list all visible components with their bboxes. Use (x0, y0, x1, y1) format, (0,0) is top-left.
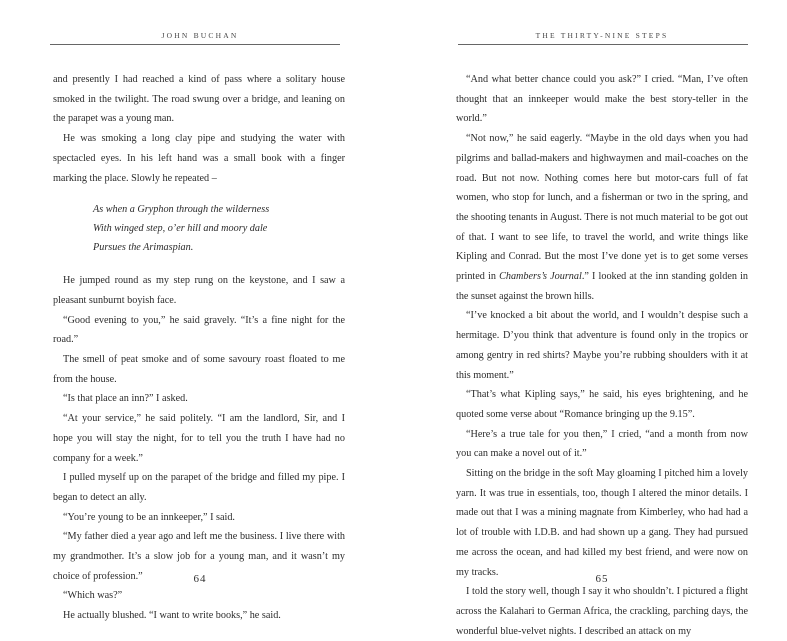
verse-quotation (93, 200, 345, 257)
paragraph: and presently I had reached a kind of pass where a solitary house smoked in the twilight. The road swung over a bridge, and leaning on the parapet was a young man. (53, 74, 345, 125)
paragraph: “My father died a year ago and left me the business. I live there with my grandmother. It’s a slow job for a young man, and it wasn’t my choice of profession.” (53, 531, 345, 582)
journal-title: Chambers’s Journal (499, 271, 582, 283)
paragraph (456, 129, 748, 306)
paragraph: Sitting on the bridge in the soft May gloaming I pitched him a lovely yarn. It was true in essentials, too, though I altered the minor details. I made out that I was a mining magnate from Kimberley, who had had a lot of trouble with I.D.B. and had shown up a gang. They had pursued me across the ocean, and had killed my best friend, and were now on my tracks. (456, 468, 748, 578)
running-head-title: THE THIRTY-NINE STEPS (535, 31, 669, 40)
header-rule (458, 44, 748, 45)
verse-line: Pursues the Arimaspian. (93, 242, 194, 254)
paragraph-text: .” I looked at the inn standing golden in the sunset against the brown hills. (456, 271, 749, 302)
paragraph: “I’ve knocked a bit about the world, and I wouldn’t despise such a hermitage. D’you think that adventure is found only in the tropics or among gentry in red shirts? Maybe you’re rubbing shoulders with it at this moment.” (456, 310, 748, 381)
paragraph: “At your service,” he said politely. “I am the landlord, Sir, and I hope you will stay the night, for to tell you the truth I have had no company for a week.” (53, 413, 345, 464)
paragraph: “Is that place an inn?” I asked. (63, 393, 188, 405)
paragraph: “Here’s a true tale for you then,” I cried, “and a month from now you can make a novel out of it.” (456, 428, 748, 460)
paragraph-text: “Not now,” he said eagerly. “Maybe in the old days when you had pilgrims and ballad-makers and highwaymen and mail-coaches on the road. But not now. Nothing comes here but motor-cars full of fat women, who stop for lunch, and a fisherman or two in the spring, and the shooting tenants in August. There is not much material to be got out of that. I want to see life, to travel the world, and write things like Kipling and Conrad. But the most I’ve done yet is to get some verses printed in (456, 133, 748, 283)
paragraph: “You’re young to be an innkeeper,” I said. (63, 511, 235, 523)
paragraph: I pulled myself up on the parapet of the bridge and filled my pipe. I began to detect an ally. (53, 472, 345, 503)
paragraph: “Which was?” (63, 590, 123, 602)
body-text (53, 70, 345, 626)
paragraph: He jumped round as my step rung on the keystone, and I saw a pleasant sunburnt boyish face. (53, 275, 345, 306)
verse-line: With winged step, o’er hill and moory dale (93, 223, 268, 235)
paragraph: “Good evening to you,” he said gravely. “It’s a fine night for the road.” (53, 314, 345, 346)
running-head-author: JOHN BUCHAN (161, 31, 239, 40)
paragraph: He actually blushed. “I want to write books,” he said. (63, 610, 281, 622)
page-number: 64 (193, 573, 207, 585)
paragraph: “And what better chance could you ask?” I cried. “Man, I’ve often thought that an innkeeper would make the best story-teller in the world.” (456, 74, 748, 125)
verse-line: As when a Gryphon through the wilderness (93, 204, 270, 216)
right-page (452, 0, 752, 637)
paragraph: He was smoking a long clay pipe and studying the water with spectacled eyes. In his left hand was a small book with a finger marking the place. Slowly he repeated – (53, 133, 345, 184)
header-rule (50, 44, 340, 45)
paragraph: I told the story well, though I say it who shouldn’t. I pictured a flight across the Kalahari to German Africa, the crackling, parching days, the wonderful blue-velvet nights. I described an attack on my (456, 586, 748, 637)
paragraph: “That’s what Kipling says,” he said, his eyes brightening, and he quoted some verse about “Romance bringing up the 9.15”. (456, 389, 748, 420)
left-page (50, 0, 350, 622)
body-text (456, 70, 748, 641)
paragraph: The smell of peat smoke and of some savoury roast floated to me from the house. (53, 354, 345, 385)
page-number: 65 (595, 573, 609, 585)
